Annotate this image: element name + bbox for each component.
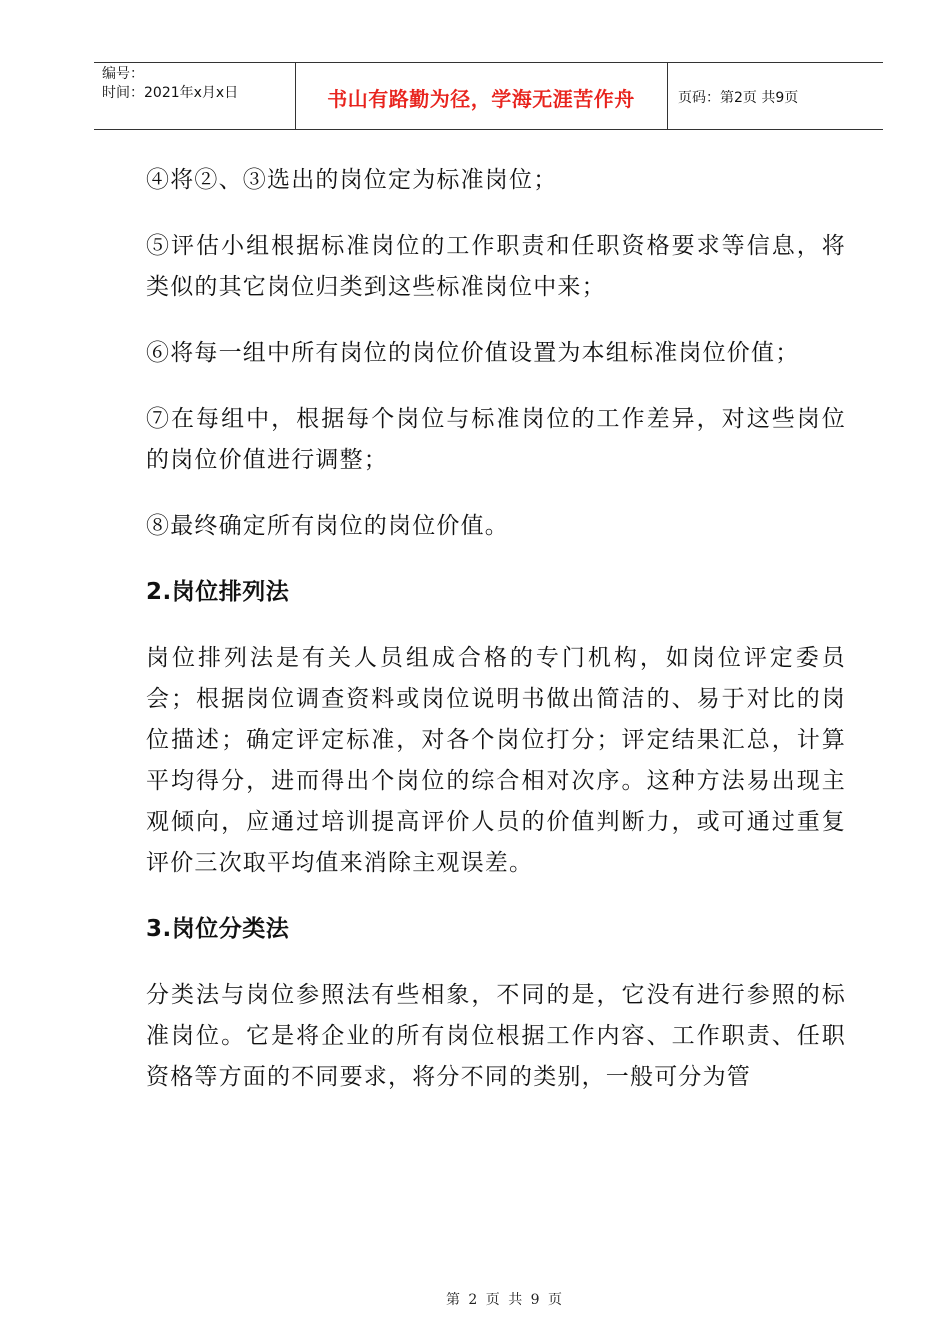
list-item-5: ⑤评估小组根据标准岗位的工作职责和任职资格要求等信息，将类似的其它岗位归类到这些标准岗位中来； xyxy=(146,233,846,300)
page-footer: 第 2 页 共 9 页 xyxy=(445,1292,565,1308)
section-heading-classification: 3.岗位分类法 xyxy=(146,916,290,942)
list-item-7: ⑦在每组中，根据每个岗位与标准岗位的工作差异，对这些岗位的岗位价值进行调整； xyxy=(146,406,846,473)
header-page-info: 页码：第2页 共9页 xyxy=(678,90,799,106)
paragraph-ranking: 岗位排列法是有关人员组成合格的专门机构，如岗位评定委员会；根据岗位调查资料或岗位说明书做出简洁的、易于对比的岗位描述；确定评定标准，对各个岗位打分；评定结果汇总，计算平均得分，进而得出个岗位的综合相对次序。这种方法易出现主观倾向，应通过培训提高评价人员的价值判断力，或可通过重复评价三次取平均值来消除主观误差。 xyxy=(146,645,846,876)
list-item-4: ④将②、③选出的岗位定为标准岗位； xyxy=(146,167,558,193)
date-text: 时间：2021年x月x日 xyxy=(102,85,239,101)
document-body xyxy=(146,160,846,1123)
header-motto: 书山有路勤为径，学海无涯苦作舟 xyxy=(327,87,635,111)
page-header xyxy=(94,62,883,130)
section-heading-ranking: 2.岗位排列法 xyxy=(146,579,290,605)
header-divider-right xyxy=(667,63,668,129)
header-meta xyxy=(102,65,238,103)
code-label: 编号： xyxy=(102,66,144,82)
list-item-8: ⑧最终确定所有岗位的岗位价值。 xyxy=(146,513,509,539)
list-item-6: ⑥将每一组中所有岗位的岗位价值设置为本组标准岗位价值； xyxy=(146,340,800,366)
paragraph-classification: 分类法与岗位参照法有些相象，不同的是，它没有进行参照的标准岗位。它是将企业的所有岗位根据工作内容、工作职责、任职资格等方面的不同要求，将分不同的类别，一般可分为管 xyxy=(146,982,846,1090)
